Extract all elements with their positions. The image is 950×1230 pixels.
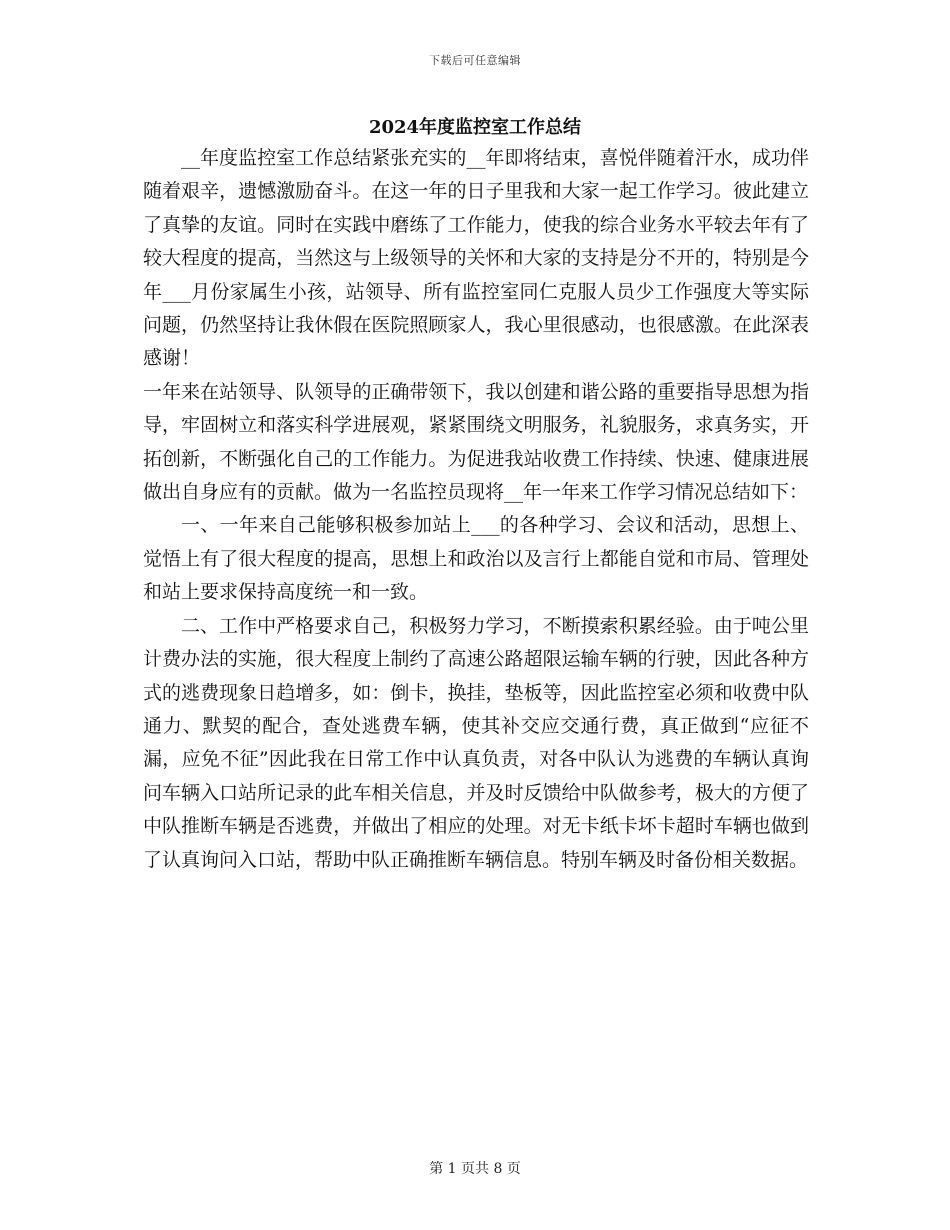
- document-title: 2024年度监控室工作总结: [368, 117, 582, 138]
- paragraph-section-one: 一、一年来自己能够积极参加站上___的各种学习、会议和活动，思想上、觉悟上有了很大程度的提高，思想上和政治以及言行上都能自觉和市局、管理处和站上要求保持高度统一和一致。: [143, 514, 809, 604]
- paragraph-overview: 一年来在站领导、队领导的正确带领下，我以创建和谐公路的重要指导思想为指导，牢固树立和落实科学进展观，紧紧围绕文明服务，礼貌服务，求真务实，开拓创新，不断强化自己的工作能力。为促进我站收费工作持续、快速、健康进展做出自身应有的贡献。做为一名监控员现将__年一年来工作学习情况总结如下：: [143, 380, 809, 504]
- page-number: 第 1 页共 8 页: [429, 1161, 521, 1177]
- paragraph-intro: __年度监控室工作总结紧张充实的__年即将结束，喜悦伴随着汗水，成功伴随着艰辛，遗憾激励奋斗。在这一年的日子里我和大家一起工作学习。彼此建立了真挚的友谊。同时在实践中磨练了工作能力，使我的综合业务水平较去年有了较大程度的提高，当然这与上级领导的关怀和大家的支持是分不开的，特别是今年___月份家属生小孩，站领导、所有监控室同仁克服人员少工作强度大等实际问题，仍然坚持让我休假在医院照顾家人，我心里很感动，也很感激。在此深表感谢！: [143, 147, 809, 370]
- page-header-note: 下载后可任意编辑: [429, 54, 521, 67]
- document-body: [143, 142, 809, 877]
- paragraph-section-two: 二、工作中严格要求自己，积极努力学习，不断摸索积累经验。由于吨公里计费办法的实施，很大程度上制约了高速公路超限运输车辆的行驶，因此各种方式的逃费现象日趋增多，如：倒卡，换挂，垫板等，因此监控室必须和收费中队通力、默契的配合，查处逃费车辆，使其补交应交通行费，真正做到“应征不漏，应免不征”因此我在日常工作中认真负责，对各中队认为逃费的车辆认真询问车辆入口站所记录的此车相关信息，并及时反馈给中队做参考，极大的方便了中队推断车辆是否逃费，并做出了相应的处理。对无卡纸卡坏卡超时车辆也做到了认真询问入口站，帮助中队正确推断车辆信息。特别车辆及时备份相关数据。: [143, 614, 809, 871]
